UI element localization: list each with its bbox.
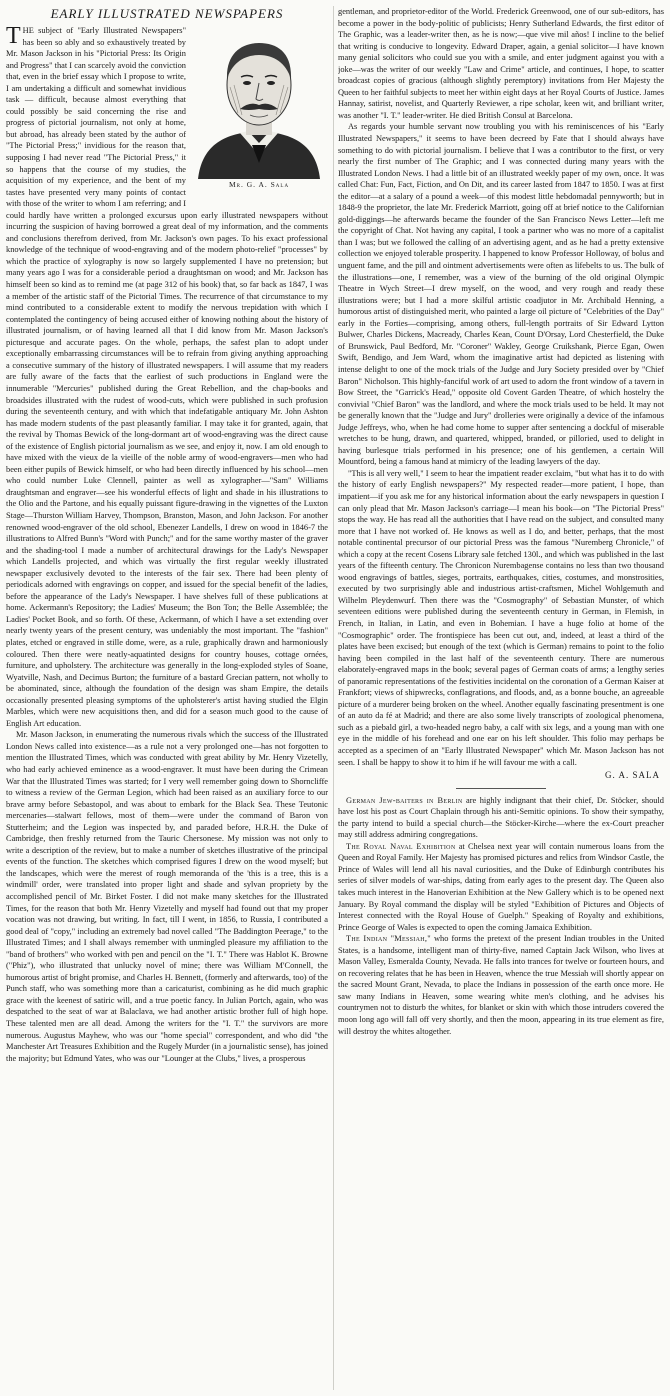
section-rule [456, 788, 546, 789]
article-column-right [338, 6, 664, 1392]
article-paragraph-5: "This is all very well," I seem to hear the impatient reader exclaim, "but what has it to do with the history of early English newspapers?" My respected reader—more patient, I hope, than impatient—if you ask me for any historical information about the early newspapers in question I can only plead that Mr. Mason Jackson's carriage—I mean his book—on "The Pictorial Press" stops the way. He has read all the authorities that I have read on the subject, and consulted many more that I have not worked of. He knows as well as I do, and better, perhaps, that the most notable continental precursor of our pictorial Press was the famous "Nuremberg Chronicle," of which a copy at the recent Cosens Library sale fetched 130l., and which was published in the last years of the fifteenth century. The Chronicon Nurembagense contains no less than two thousand wood engravings of battles, sieges, portraits, earthquakes, cities, costumes, and monstrosities, executed by two surprisingly able and industrious artist-craftsmen, Michel Wohlgemuth and Wilhelm Pleydenwurf. Then there was the "Cosmography" of Sebastian Munster, of which seventeen editions were published during the seventeenth century in German, in Flemish, in French, in Italian, in Latin, and even in Bohemian. I have a huge folio at home of the "Cosmographic" order. The frontispiece has been cut out, and, indeed, at least a third of the plates have been excised; but enough of the text (which is German) remains to point to the folio having been compiled in the last half of the seventeenth century. There are numerous elaborately-engraved maps in the book; several pages of German coats of arms; a lengthy series of panoramic representations of the festivities incidental on the coronation of a German Kaiser at Frankfort; views of shipwrecks, conflagrations, and floods, and, as a bonne bouche, an agreeable picture of a murderer being broken on the wheel. Another equally fascinating presentment is one of an auto da fé at Madrid; and there are also some lively transcripts of zoological phenomena, such as a piebald girl, a two-headed negro baby, a calf with six legs, and a young man with one eye in the middle of his forehead and one ear on his left shoulder. This folio may perhaps be accepted as a specimen of an "Early Illustrated Newspaper" which Mr. Mason Jackson has not seen. I shall be happy to show it to him if he will favour me with a call. [338, 468, 664, 767]
article-paragraph-4: As regards your humble servant now troubling you with his reminiscences of his "Early Illustrated Newspapers," it seems to have been decreed by Fate that I should always have something to do with pictorial journalism. I believe that I was a contributor to the first, or very nearly the first number of The Graphic; and I was connected during many years with the Illustrated London News. I had a little bit of an illustrated weekly paper of my own, once. It was called Chat: Fun, Fact, Fiction, and On Dit, and its career lasted from 1847 to 1850. I was at first the editor—at a salary of a pound a week—of this modest little hebdomadal pennyworth; but in 1848-9 the proprietor, the late Mr. Frederick Marriott, going off at brief notice to the Californian gold-diggings—he afterwards became the founder of the San Francisco News Letter—left me the copyright of Chat. Not having any capital, I took a partner who was no more of a capitalist than I was; but we followed the calling of an advertising agent, and as he had a pretty extensive collection we enjoyed tolerable prosperity. I happened to know Professor Holloway, of bolus and unguent fame, and the pill and ointment advertisements were often as lifebelts to us. The bulk of the illustrations—one, I remember, was a view of the burning of the old original Olympic Theatre in Wych Street—I drew myself, on the wood, and very rough and ready these illustrations were; but I had a more skilful artistic coadjutor in Mr. Archibald Henning, a humorous artist of distinguished merit, who painted a large oil picture of "Celebrities of the Day" early in the Forties—comprising, among others, full-length portraits of Sir Edward Lytton Bulwer, Charles Dickens, Macready, Charles Kean, Count D'Orsay, Lord Chesterfield, the Duke of Brunswick, Paul Bedford, Mr. "Coroner" Wakley, George Cruikshank, Pierce Egan, Owen Swift, Bendigo, and Jem Ward, whom the imaginative artist had depicted as listening with intense delight to one of the mock trials of the Judge and Jury Society presided over by "Chief Baron" Nicholson. This highly-fanciful work of art used to adorn the front window of a tavern in Bow Street, the "Garrick's Head," opposite old Covent Garden Theatre, of which hostelry the convivial "Chief Baron" was the landlord, and where the mock trials used to be held. It may not be generally known that the "Judge and Jury" drolleries were originally a device of the infamous Judge Jeffreys, who, when he had come home to supper after sentencing a dockful of miserable wretches to be hung, drawn, and quartered, whipped, branded, or pilloried, used to delight in having burlesque trials performed in his presence; one of his gentlemen, a certain Will Mountford, being a famous hand at mimicry of the leading lawyers of the day. [338, 122, 664, 467]
column-divider [333, 6, 334, 1390]
drop-cap: T [6, 23, 21, 49]
news-item-text: at Chelsea next year will contain numerous loans from the Queen and Royal Family. Her Majesty has promised pictures and relics from Windsor Castle, the Prince of Wales will lend all his naval curiosities, and the Duke of Edinburgh contributes his series of silver models of war-ships, dating from early ages to the present day. The Queen also takes much interest in the Hanoverian Exhibition at the New Gallery which is to be opened next January. By Royal command the display will be styled "Exhibition of Pictures and Objects of Interest connected with the Royal House of Guelph." Speaking of Royalty and exhibitions, Prince George of Wales is expected to open the coming Jamaica Exhibition. [338, 841, 664, 932]
news-item [338, 841, 664, 933]
news-item-lead: German Jew-baiters in Berlin [346, 795, 463, 805]
news-item-text: are highly indignant that their chief, Dr. Stöcker, should have lost his post as Court Chaplain through his anti-Semitic opinions. To show their sympathy, the party intend to build a special church—the Stöcker-Kirche—where the ex-Court preacher may still address admiring congregations. [338, 795, 664, 840]
news-item-lead: The Indian "Messiah," [346, 934, 431, 944]
article-title: EARLY ILLUSTRATED NEWSPAPERS [50, 6, 284, 21]
portrait-caption: Mr. G. A. Sala [228, 180, 290, 189]
news-items [338, 795, 664, 1037]
portrait-engraving [190, 27, 328, 179]
article-paragraph-1-text: HE subject of "Early Illustrated Newspapers" has been so ably and so exhaustively treated by Mr. Mason Jackson in his "Pictorial Press: Its Origin and Progress" that I can scarcely avoid the conviction that, even in the brief essay which I propose to write, I am undertaking a difficult and somewhat invidious task — difficult, because almost everything that could possibly be said concerning the rise and progress of pictorial journalism, not only at home, but abroad, has already been stated by the author of "The Pictorial Press;" invidious for the reason that, supposing I had never read "The Pictorial Press," it so happens that the course of my studies, the acquisition of my experience, and the bent of my tastes have presented very many points of contact with those of the writer to whom I am referring; and I could hardly have written a prolonged excursus upon early illustrated newspapers without incurring the suspicion of having borrowed a great deal of my information, and the comments and conclusions therefrom derived, from Mr. Jackson's own pages. To his exact professional knowledge of the technique of wood-engraving and of the modern photo-relief "processes" by which the practice of xylography is now so largely supplemented I have no pretension; but many years ago I was for a considerable period a draughtsman on wood; and Mr. Jackson has himself been so kind as to remind me (at page 312 of his book) that, so far back as 1847, I was a member of the artistic staff of the Pictorial Times. The recurrence of that circumstance to my mind contributed to a considerable extent to modify the nervous trepidation with which I contemplated the contingency of being accused either of knowing nothing about the history of illustrated journalism, or of having learned all that I did know from Mr. Mason Jackson's picturesque and accurate pages. On the whole, perhaps, the safest plan to adopt under exceptionally embarrassing circumstances will be to refrain from giving anything approaching a consecutive summary of the history of illustrated newspapers. I will assume that my readers are fully aware of the facts that the earliest of such productions in England were the innumerable "Mercuries" published during the Great Rebellion, and the chap-books and broadsides illustrated with the rudest of wood-cuts, which were published in such profusion during the seventeenth century, and with which that indefatigable antiquary Mr. John Ashton has made modern students of the past pleasantly familiar. I may take it for granted, again, that the revival by Thomas Bewick of the long-dormant art of wood-engraving was the direct cause of the existence of English pictorial journalism as we see, and enjoy it, now. I am old enough to have mixed with the vieux de la vieille of the noble army of wood-engravers—men who had been either pupils of Bewick himself, or who had been directly influenced by his school—men who could number Luke Clennell, painter as well as xylographer—"Sam" Williams draughtsman and engraver—see his wonderful effects of light and shade in his illustrations to the Olio and the Partone, and his equally puissant figure-drawing in the vignettes of the Luxton Stage—Thurston William Harvey, Thompson, Branston, Mason, and John Jackson. For another renowned wood-engraver of the old school, Ebenezer Landells, I drew on wood in 1846-7 the illustrations to Alfred Bunn's "Word with Punch;" and for the same worthy master of the graver and the shading-tool I made a number of architectural drawings for the Lady's Newspaper which Landells projected, and which was virtually the first regular weekly illustrated newspaper exclusively devoted to the interests of the fair sex. There had been plenty of periodicals adorned with engravings on copper, and issued for the special benefit of the ladies, before the appearance of the Lady's Newspaper. I have shelves full of these publications at home. Ackermann's Repository; the Ladies' Museum; the Bon Ton; the Belle Assemblée; the Ladies' Pocket Book, and so forth. Of these, Ackermann, of which I have a set extending over nearly twenty years of the present century, was undeniably the most important. The "fashion" plates, etched or engraved in stille dome, were, as a rule, graphically drawn and harmoniously coloured. Then there were neatly-aquatinted designs for country houses, cottage ornées, furniture, and upholstery. The architecture was generally in the long-exploded styles of Soane, Wyatville, Nash, and Decimus Burton; the furniture of a bastard Grecian pattern, not wholly to be abominated, since, although the foundation of the design was sham Empire, the details occasionally presented pleasing symptoms of the upholsterer's artist having studied the Elgin Marbles, which were new acquisitions then, and did for a season much good to the cause of English Art education. [6, 26, 328, 728]
news-item [338, 933, 664, 1037]
article-paragraph-2: Mr. Mason Jackson, in enumerating the numerous rivals which the success of the Illustrated London News called into existence—as a rule not a very prolonged one—has not forgotten to mention the Illustrated Times, which was conducted with great ability by Mr. Henry Vizetelly, who had early achieved eminence as a wood-engraver. It must have been during the Crimean War that the Illustrated Times was started; for I very well remember going down to Shorncliffe to witness a review of the German Legion, which had been raised as an auxiliary force to our brave army before Sebastopol, and was about to embark for the Black Sea. These Teutonic mercenaries—stalwart fellows, most of them—were under the command of Baron von Stutterheim; and the Legion was inspected by, and paraded before, H.R.H. the Duke of Cambridge, then freshly returned from the Tauric Chersonese. My mission was not only to write a description of the review, but to make a number of sketches illustrative of the principal events of the function. The sketches which comprised figures I drew on the wood myself; but the landscapes, which were the merest of rough memoranda of the 'this is a tree, this is a windmill' order, were translated into proper light and shade and sylvan propriety by the accomplished pencil of Mr. Birket Foster. I did not make many sketches for the Illustrated Times, for the reason that both Mr. Henry Vizetelly and myself had found out that my proper vocation was not drawing, but writing. In fact, till I went, in 1856, to Russia, I contributed a good deal of "copy," including an extremely bad novel called "The Baddington Peerage," to the Illustrated Times; and I shall always remember with unmingled pleasure my affiliation to the "band of brothers" who worked with pen and pencil on the "I. T." There was Hablot K. Browne ("Phiz"), who illustrated that unlucky novel of mine; there was William M'Connell, the humorous artist of bright promise, and Charles H. Bennett, (formerly and afterwards, too) of the Punch staff, who was something more than a caricaturist, combining as he did much graphic grace with the keenest of satiric will, and a true poetic fancy. In Julian Portch, again, who was despatched to the seat of war at Balaclava, we had another artistic brother full of high hope. These talented men are all dead. Among the writers for the "I. T." the survivors are more numerous. Augustus Mayhew, who was our "home special" correspondent, and who did "the Manchester Art Treasures Exhibition and the Rugely Murder (in a journalistic sense), has joined the majority; but Edmund Yates, who was our "Lounger at the Clubs," lives, a prosperous [6, 730, 328, 1063]
article-paragraph-3: gentleman, and proprietor-editor of the World. Frederick Greenwood, one of our sub-editors, has become a power in the body-politic of publicists; Henry Sutherland Edwards, the first editor of The Graphic, was a leader-writer then, as he is now;—que vive mil años! I incline to the belief that writing is conducive to longevity. Edward Draper, again, a genial solicitor—I have known many genial solicitors who could sue you with a smile, and enter judgment against you with a joke—was the writer of our weekly "Law and Crime" article, and continues, I hope, to scatter broadcast copies of gracious (although slightly peremptory) invitations from Her Majesty the Queen to her faithful subjects to meet her within eight days at her Royal Courts of Justice. James Hannay, satirist, novelist, and Quarterly Reviewer, a ripe scholar, keen wit, and brilliant writer, was another "I. T." leader-writer. He died British Consul at Barcelona. [338, 7, 664, 120]
news-item-text: who forms the pretext of the present Indian troubles in the United States, is a handsome, intelligent man of thirty-five, named Captain Jack Wilson, who lives at Mason Valley, Esmeralda County, Nevada. He falls into trances for twelve or fourteen hours, and on recovering relates that he has been in Heaven, whence the true Messiah will shortly appear on the sacred Mount Grant, Nevada, to place the Indians in possession of the earth once more. He saw many Indians in Heaven, some wearing white men's clothing, and he advises his countrymen not to disturb the whites, for blanket or skin with which those intruders covered the moon long ago will fall off very shortly, and then the moon, appearing in its true element as fire, will destroy the whites altogether. [338, 934, 664, 1036]
news-item [338, 795, 664, 841]
article-column-left [6, 6, 328, 1392]
portrait-illustration [190, 27, 328, 197]
author-signature: G. A. SALA [604, 770, 660, 781]
news-item-lead: The Royal Naval Exhibition [346, 841, 456, 851]
